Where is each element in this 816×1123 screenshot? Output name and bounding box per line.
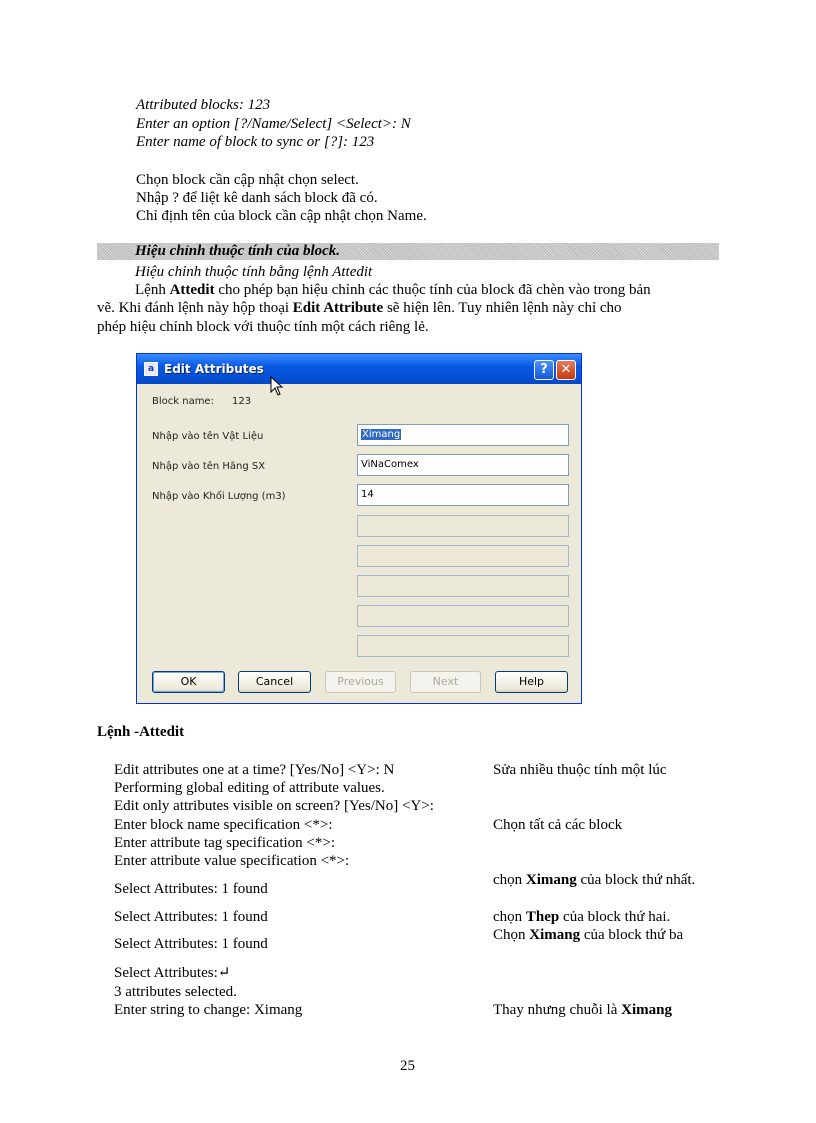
table-row-8-left: Select Attributes: 1 found	[114, 909, 268, 925]
dialog-titlebar[interactable]	[137, 354, 581, 384]
empty-field-8	[357, 635, 569, 657]
section-heading-text: Hiệu chỉnh thuộc tính của block.	[135, 243, 341, 259]
code-line-1: Attributed blocks: 123	[136, 97, 271, 113]
help-button[interactable]: Help	[495, 671, 568, 693]
help-title-button[interactable]: ?	[534, 360, 554, 380]
page-number: 25	[400, 1058, 415, 1074]
table-row-3-left: Edit only attributes visible on screen? [Yes/No] <Y>:	[114, 798, 434, 814]
code-line-2: Enter an option [?/Name/Select] <Select>: N	[136, 116, 411, 132]
code-line-3: Enter name of block to sync or [?]: 123	[136, 134, 375, 150]
table-row-7-left: Select Attributes: 1 found	[114, 881, 268, 897]
table-row-4-left: Enter block name specification <*>:	[114, 817, 333, 833]
empty-field-4	[357, 515, 569, 537]
field-vat-lieu-value: Ximang	[362, 429, 401, 440]
table-row-10-left: Select Attributes:↵	[114, 965, 231, 981]
table-row-1-left: Edit attributes one at a time? [Yes/No] <Y>: N	[114, 762, 395, 778]
previous-button[interactable]: Previous	[325, 671, 396, 693]
section-subheading: Hiệu chỉnh thuộc tính bằng lệnh Attedit	[135, 264, 373, 280]
field-khoi-luong-input[interactable]: 14	[357, 484, 569, 506]
field-label-vat-lieu: Nhập vào tên Vật Liệu	[152, 431, 264, 442]
close-title-button[interactable]: ✕	[556, 360, 576, 380]
ok-button[interactable]: OK	[152, 671, 225, 693]
edit-attributes-dialog	[136, 353, 582, 704]
next-button[interactable]: Next	[410, 671, 481, 693]
paragraph-line-1: Lệnh Attedit cho phép bạn hiệu chỉnh các thuộc tính của block đã chèn vào trong bản	[135, 282, 651, 298]
paragraph-line-2: vẽ. Khi đánh lệnh này hộp thoại Edit Attribute sẽ hiện lên. Tuy nhiên lệnh này chỉ cho	[97, 300, 622, 316]
field-label-khoi-luong: Nhập vào Khối Lượng (m3)	[152, 491, 286, 502]
table-row-9-right: Chọn Ximang của block thứ ba	[493, 927, 684, 943]
empty-field-5	[357, 545, 569, 567]
block-name-value: 123	[232, 396, 252, 407]
table-row-12-right: Thay nhưng chuỗi là Ximang	[493, 1002, 672, 1018]
table-row-11-left: 3 attributes selected.	[114, 984, 237, 1000]
mouse-cursor-icon	[270, 376, 284, 396]
table-row-8-right: chọn Thep của block thứ hai.	[493, 909, 671, 925]
paragraph-line-3: phép hiệu chỉnh block với thuộc tính một cách riêng lẻ.	[97, 319, 429, 335]
block-name-label: Block name:	[152, 396, 214, 407]
empty-field-7	[357, 605, 569, 627]
option-name-line: Chỉ định tên của block cần cập nhật chọn Name.	[136, 208, 427, 224]
field-vat-lieu-input[interactable]	[357, 424, 569, 446]
table-row-12-left: Enter string to change: Ximang	[114, 1002, 303, 1018]
section-heading	[97, 243, 719, 260]
command-heading: Lệnh -Attedit	[97, 724, 185, 740]
table-row-2-left: Performing global editing of attribute values.	[114, 780, 385, 796]
table-row-4-right: Chọn tất cả các block	[493, 817, 623, 833]
cancel-button[interactable]: Cancel	[238, 671, 311, 693]
table-row-1-right: Sửa nhiều thuộc tính một lúc	[493, 762, 667, 778]
table-row-7-right: chọn Ximang của block thứ nhất.	[493, 872, 696, 888]
table-row-9-left: Select Attributes: 1 found	[114, 936, 268, 952]
table-row-6-left: Enter attribute value specification <*>:	[114, 853, 350, 869]
field-label-hang-sx: Nhập vào tên Hãng SX	[152, 461, 266, 472]
table-row-5-left: Enter attribute tag specification <*>:	[114, 835, 336, 851]
field-hang-sx-input[interactable]: ViNaComex	[357, 454, 569, 476]
dialog-title: Edit Attributes	[164, 362, 264, 376]
option-list-line: Nhập ? để liệt kê danh sách block đã có.	[136, 190, 378, 206]
option-select-line: Chọn block cần cập nhật chọn select.	[136, 172, 359, 188]
empty-field-6	[357, 575, 569, 597]
app-icon: a	[144, 362, 158, 376]
